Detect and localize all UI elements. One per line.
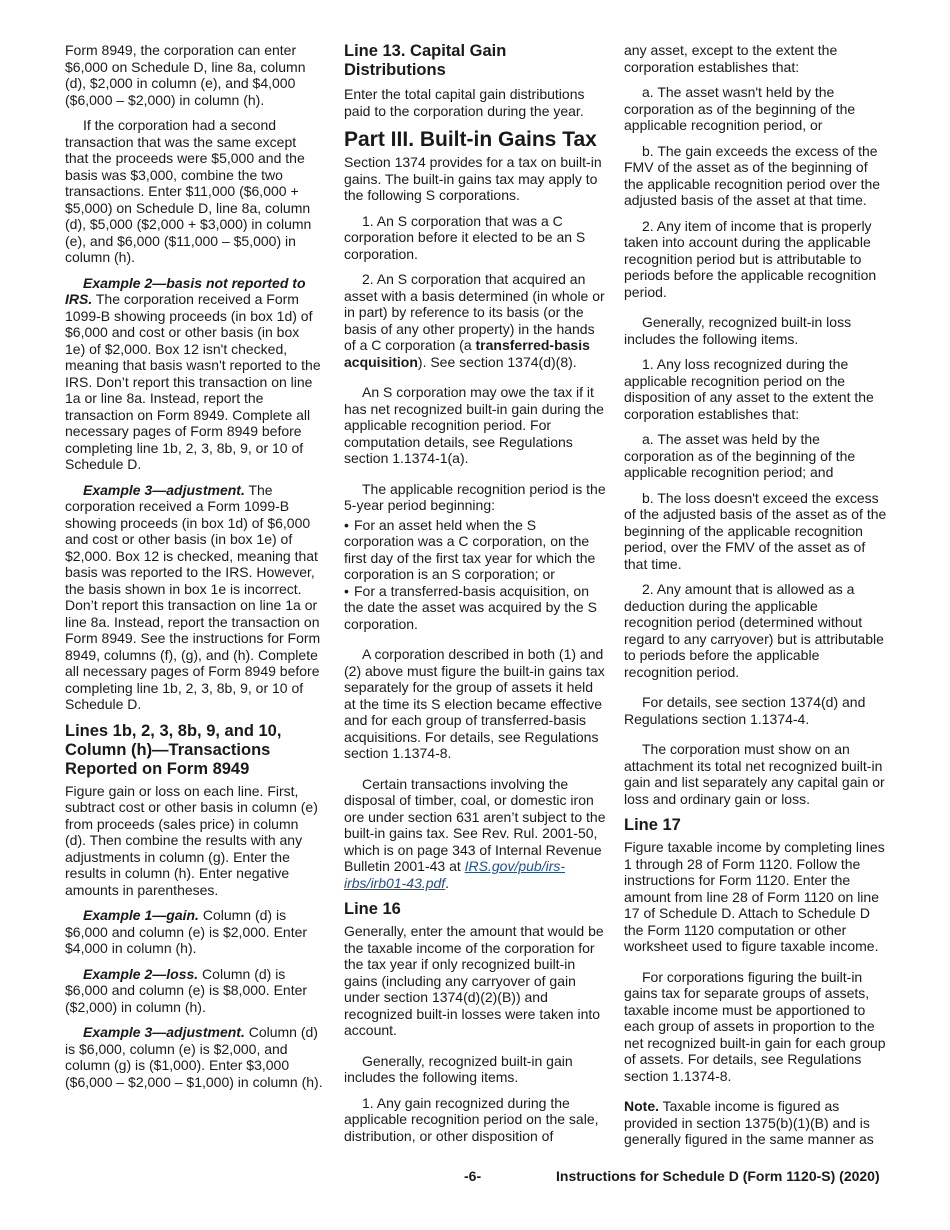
heading-line-13: Line 13. Capital Gain Distributions [344,42,507,79]
example-text: Column (d) is $6,000, column (e) is $2,000, and column (g) is ($1,000). Enter $3,000 ($6,000 – $2,000 – $1,000) in column (h). [65,1024,323,1090]
note-label: Note. [624,1098,659,1114]
paragraph-groups: For corporations figuring the built-in gains tax for separate groups of assets, taxable income must be apportioned to each group of assets in proportion to the net recognized built-in gain for each group of assets. For details, see Regulations section 1.1374-8. [624,968,886,1084]
paragraph-continued: Form 8949, the corporation can enter $6,000 on Schedule D, line 8a, column (d), $2,000 in column (e), and $4,000 ($6,000 – $2,000) in column (h). [65,42,306,108]
page-number: -6- [464,1168,482,1184]
sub-item-a: a. The asset wasn't held by the corporation as of the beginning of the applicable recognition period, or [624,84,856,133]
sub-item-a: a. The asset was held by the corporation as of the beginning of the applicable recognition period; and [624,431,856,480]
example-label: Example 2—basis not reported to IRS. [65,274,306,307]
list-item-1: 1. An S corporation that was a C corporation before it elected to be an S corporation. [344,212,586,262]
loss-item-1: 1. Any loss recognized during the applicable recognition period on the disposition of any asset to the extent the corporation establishes that: [624,356,874,422]
note-paragraph [624,1098,888,1148]
example-text: Column (d) is $6,000 and column (e) is $8,000. Enter ($2,000) in column (h). [65,965,308,1015]
note-text: Taxable income is figured as provided in section 1375(b)(1)(B) and is generally figured in the same manner as [624,1098,874,1147]
paragraph-owe-tax: An S corporation may owe the tax if it has net recognized built-in gain during the applicable recognition period. For computation details, see Regulations section 1.1374-1(a). [344,384,604,466]
document-title: Instructions for Schedule D (Form 1120-S) (2020) [556,1168,880,1184]
paragraph-gain-items: Generally, recognized built-in gain includes the following items. [344,1052,573,1085]
example-label: Example 3—adjustment. [83,1024,245,1040]
paragraph-text: Certain transactions involving the disposal of timber, coal, or domestic iron ore under section 631 aren’t subject to the built-in gains tax. See Rev. Rul. 2001-50, which is on page 343 of Internal Revenue Bulletin 2001-43 at [344,775,606,874]
paragraph-figure-gain-loss: Figure gain or loss on each line. First, subtract cost or other basis in column (e) from proceeds (sales price) in column (d). Then combine the results with any adjustments in column (g). Enter the results in column (h). Enter negative amounts in parentheses. [65,782,318,898]
example-label: Example 1—gain. [83,907,199,923]
example-text: The corporation received a Form 1099-B showing proceeds (in box 1d) of $6,000 and cost or other basis (in box 1e) of $2,000. Box 12 isn't checked, meaning that basis wasn't reported to the IRS. Don’t report this transaction on line 1a or line 8a. Instead, report the transaction on Form 8949. Complete all necessary pages of Form 8949 before completing line 1b, 2, 3, 8b, 9, or 10 of Schedule D. [65,291,321,472]
column-left [65,42,323,1099]
column-right [624,42,888,1157]
example-gain [65,907,323,957]
paragraph-continued: any asset, except to the extent the corporation establishes that: [624,42,838,75]
example-basis-not-reported [65,275,323,473]
heading-part-3: Part III. Built-in Gains Tax [344,128,597,151]
example-column-adjustment [65,1024,323,1090]
term-transferred-basis: transferred-basis acquisition [344,337,590,370]
sub-item-b: b. The gain exceeds the excess of the FMV of the asset as of the beginning of the applicable recognition period over the adjusted basis of the asset at that time. [624,142,881,208]
heading-line-17: Line 17 [624,816,681,834]
sub-item-b: b. The loss doesn't exceed the excess of the adjusted basis of the asset as of the beginning of the applicable recognition period, over the FMV of the asset as of that time. [624,489,887,572]
example-loss [65,966,323,1016]
paragraph-second-transaction: If the corporation had a second transaction that was the same except that the proceeds were $5,000 and the basis was $3,000, combine the two transactions. Enter $11,000 ($6,000 + $5,000) on Schedule D, line 8a, column (d), $5,000 ($2,000 + $3,000) in column (e), and $6,000 ($11,000 – $5,000) in column (h). [65,117,312,265]
paragraph-text: . [445,874,450,891]
bullet-icon: • [344,516,349,533]
paragraph-line-17: Figure taxable income by completing lines 1 through 28 of Form 1120. Follow the instructions for Form 1120. Enter the amount from line 28 of Form 1120 on line 17 of Schedule D. Attach to Schedule D the Form 1120 computation or other worksheet used to figure taxable income. [624,839,885,954]
heading-line-16: Line 16 [344,900,401,918]
paragraph-loss-items: Generally, recognized built-in loss includes the following items. [624,314,852,347]
paragraph-section-1374: Section 1374 provides for a tax on built-in gains. The built-in gains tax may apply to the following S corporations. [344,154,602,203]
bullet-item [344,517,606,583]
example-text: Column (d) is $6,000 and column (e) is $2,000. Enter $4,000 in column (h). [65,907,308,956]
list-item-text: 2. An S corporation that acquired an asset with a basis determined (in whole or in part) by reference to its basis (or the basis of any other property) in the hands of a C corporation (a [344,271,605,353]
example-text: The corporation received a Form 1099-B showing proceeds (in box 1d) of $6,000 and cost or other basis (in box 1e) of $2,000. Box 12 is checked, meaning that basis was reported to the IRS. However, the basis shown in box 1e is incorrect. Don’t report this transaction on line 1a or line 8a. Instead, report the transaction on Form 8949. See the instructions for Form 8949, columns (f), (g), and (h). Complete all necessary pages of Form 8949 before completing line 1b, 2, 3, 8b, 9, or 10 of Schedule D. [65,481,321,712]
list-item-text: ). See section 1374(d)(8). [417,353,577,370]
bullet-icon: • [344,582,349,599]
paragraph-details: For details, see section 1374(d) and Regulations section 1.1374-4. [624,694,866,727]
paragraph-recognition-period: The applicable recognition period is the 5-year period beginning: [344,480,606,513]
example-label: Example 3—adjustment. [83,481,245,498]
example-adjustment [65,482,323,713]
irb-link[interactable]: IRS.gov/pub/irs-irbs/irb01-43.pdf [344,858,566,891]
bullet-text: For a transferred-basis acquisition, on the date the asset was acquired by the S corporation. [344,582,597,632]
column-middle [344,42,606,1153]
paragraph-line-13: Enter the total capital gain distributions paid to the corporation during the year. [344,86,585,119]
paragraph-line-16: Generally, enter the amount that would be the taxable income of the corporation for the tax year if only recognized built-in gains (including any carryover of gain under section 1374(d)(2)(B)) and recognized built-in losses were taken into account. [344,923,604,1038]
gain-item-2: 2. Any item of income that is properly taken into account during the applicable recognition period but is attributable to periods before the applicable recognition period. [624,217,877,300]
gain-item-1: 1. Any gain recognized during the applicable recognition period on the sale, distribution, or other disposition of [344,1094,599,1144]
bullet-item [344,583,606,633]
paragraph-attachment: The corporation must show on an attachment its total net recognized built-in gain and list separately any capital gain or loss and ordinary gain or loss. [624,741,885,807]
heading-lines-column-h: Lines 1b, 2, 3, 8b, 9, and 10, Column (h)—Transactions Reported on Form 8949 [65,721,282,778]
paragraph-timber [344,776,606,892]
paragraph-both: A corporation described in both (1) and (2) above must figure the built-in gains tax separately for the group of assets it held at the time its S election became effective and for each group of transferred-basis acquisitions. For details, see Regulations section 1.1374-8. [344,646,605,761]
example-label: Example 2—loss. [83,965,199,982]
loss-item-2: 2. Any amount that is allowed as a deduction during the applicable recognition period (determined without regard to any carryover) but is attributable to periods before the applicable recognition period. [624,581,884,680]
list-item-2 [344,271,606,370]
bullet-text: For an asset held when the S corporation was a C corporation, on the first day of the first tax year for which the corporation is an S corporation; or [344,516,596,582]
